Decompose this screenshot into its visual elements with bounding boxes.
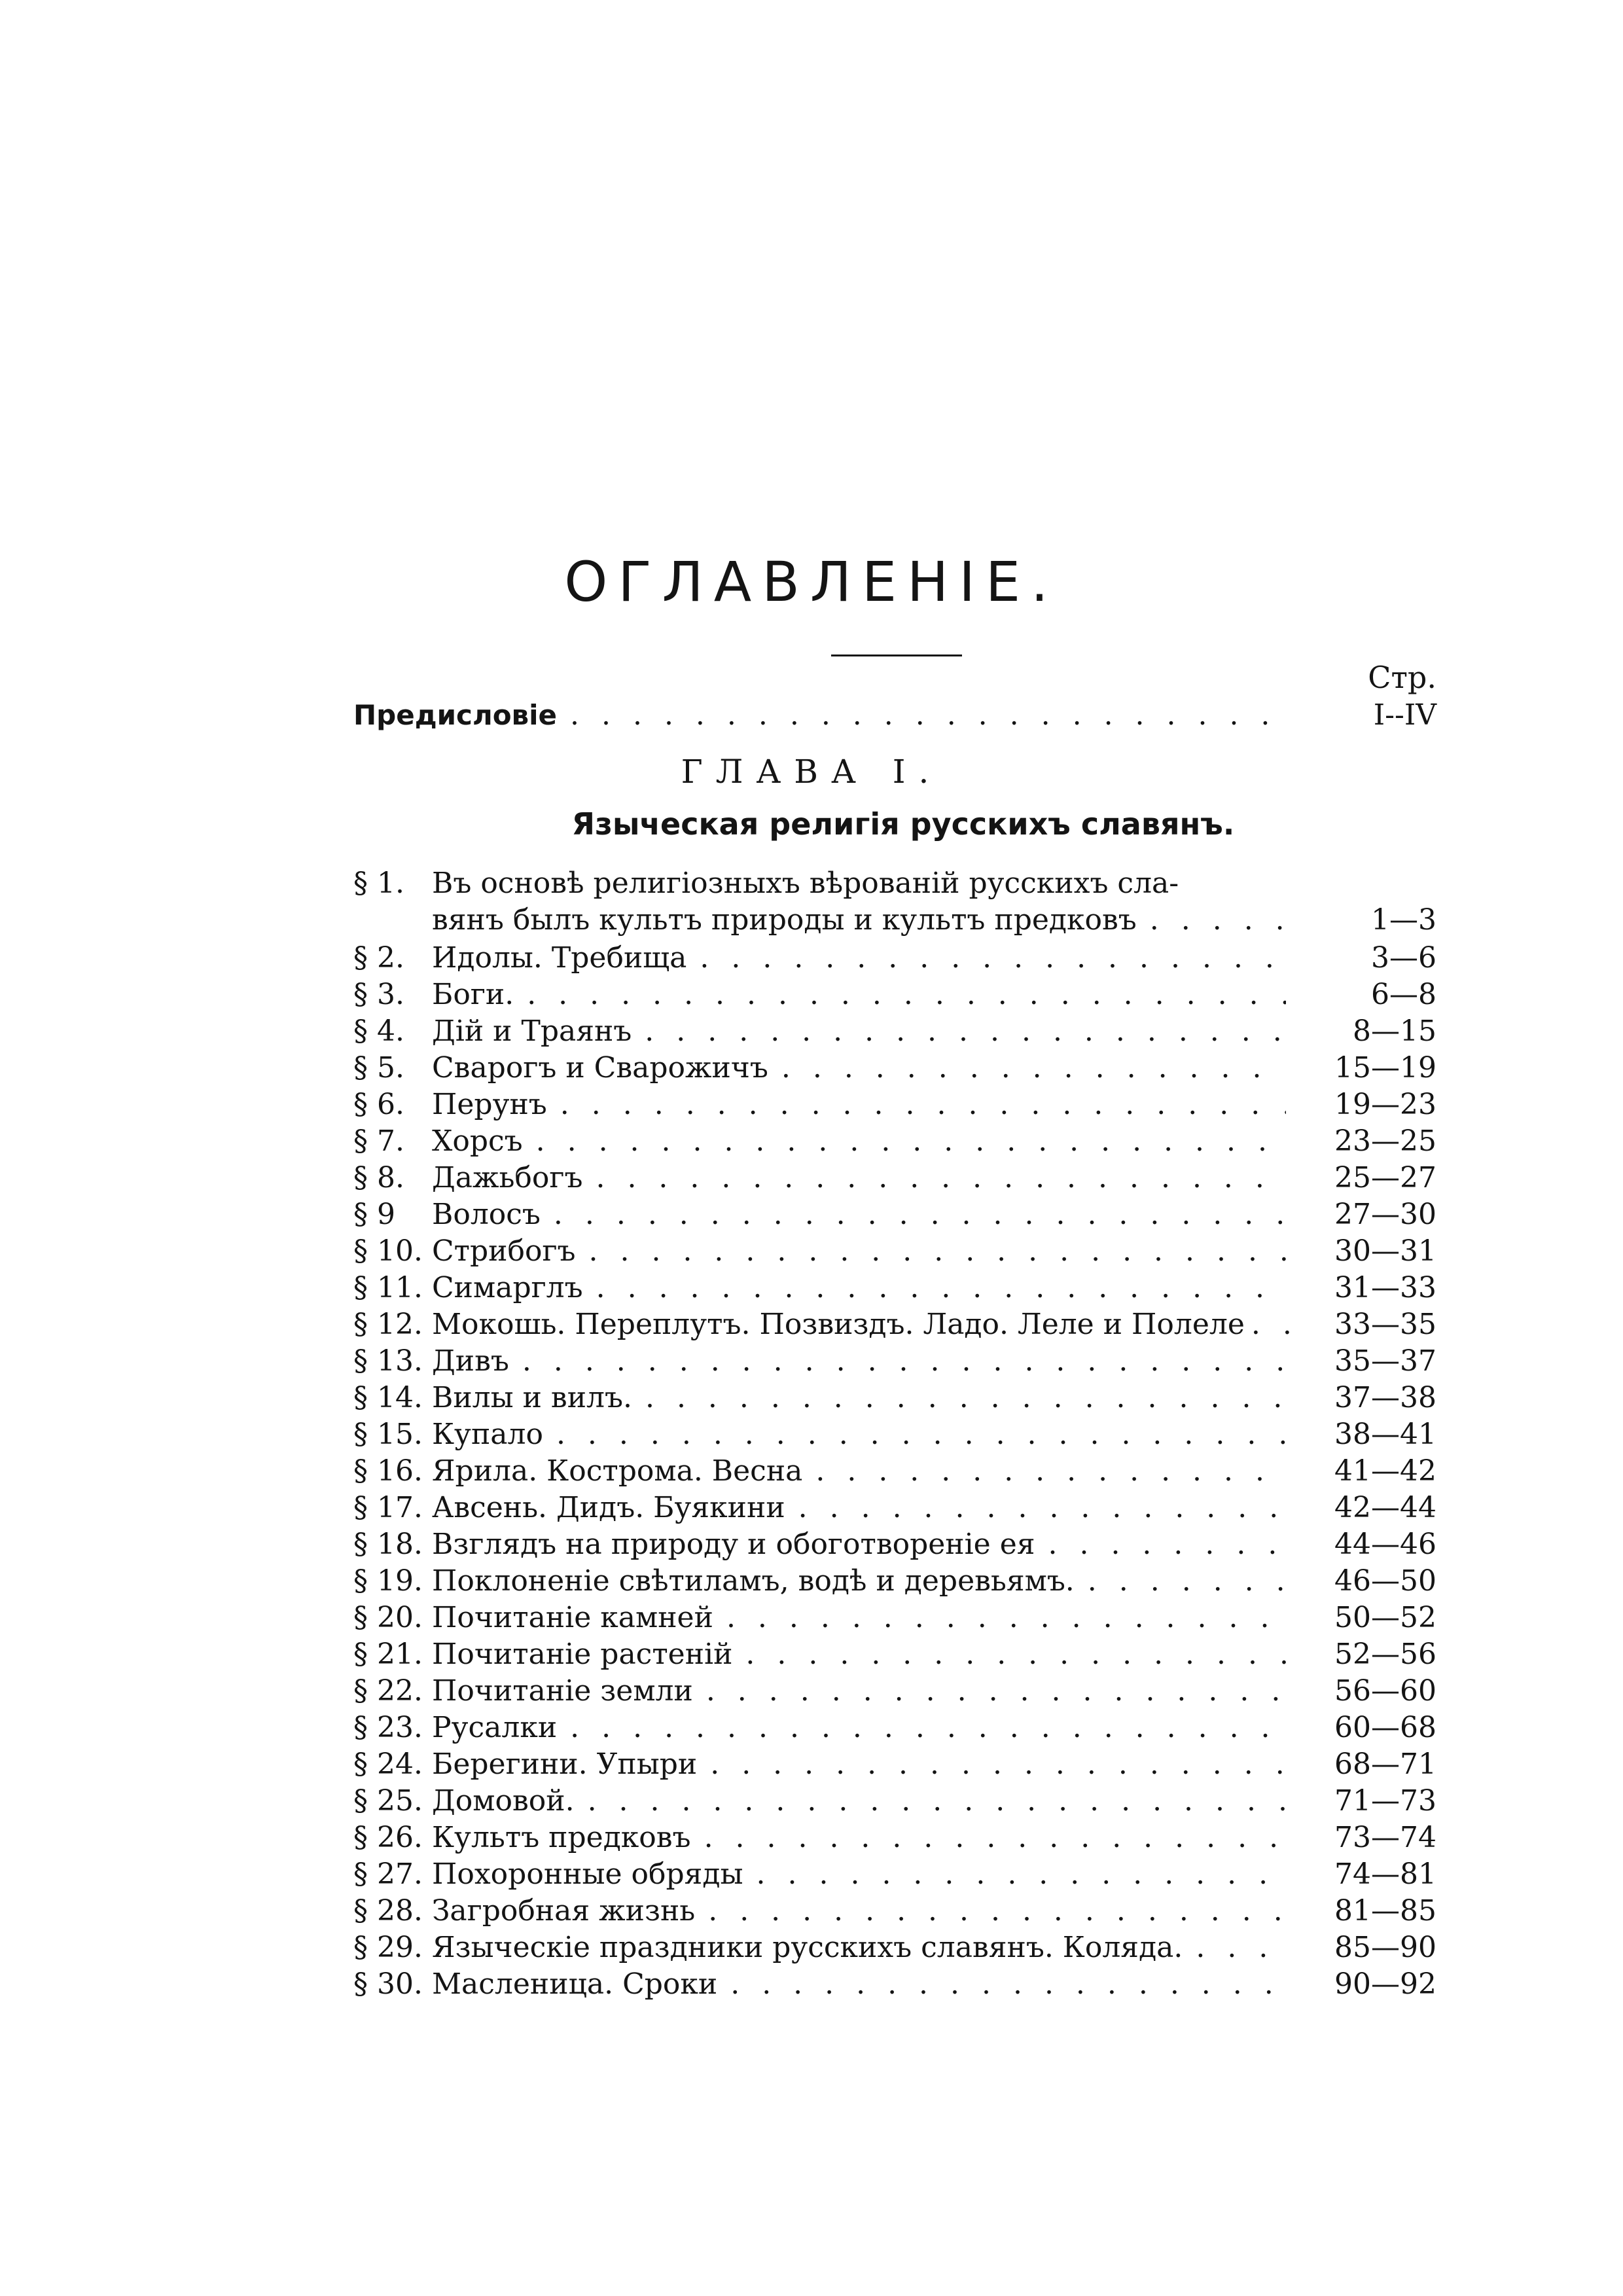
- dot-leader: [560, 1086, 1286, 1123]
- entry-title: Вилы и вилъ.: [432, 1381, 632, 1414]
- entry-pages: 50—52: [1334, 1601, 1436, 1634]
- entry-title: Похоронные обряды: [432, 1857, 743, 1891]
- toc-entry: [353, 1563, 1436, 1600]
- dot-leader: [527, 977, 1286, 1013]
- entry-title: Почитаніе камней: [432, 1601, 713, 1634]
- entry-title: Купало: [432, 1418, 543, 1451]
- dot-leader: [589, 1233, 1286, 1270]
- section-number: § 12.: [353, 1308, 423, 1341]
- table-of-contents: [0, 865, 1623, 2043]
- section-number: § 23.: [353, 1711, 423, 1744]
- entry-title: Сварогъ и Сварожичъ: [432, 1051, 768, 1085]
- dot-leader: [522, 1343, 1286, 1380]
- dot-leader: [708, 1893, 1286, 1929]
- dot-leader: [570, 1710, 1286, 1746]
- entry-pages: 23—25: [1334, 1124, 1436, 1158]
- section-number: § 13.: [353, 1344, 423, 1378]
- entry-pages: 60—68: [1334, 1711, 1436, 1744]
- entry-title-line1: Въ основѣ религіозныхъ вѣрованій русскихъ сла-: [432, 867, 1179, 900]
- section-number: § 27.: [353, 1857, 423, 1891]
- entry-pages: 44—46: [1334, 1528, 1436, 1561]
- toc-entry: [353, 1600, 1436, 1636]
- section-number: § 25.: [353, 1784, 423, 1818]
- entry-title: Загробная жизнь: [432, 1894, 696, 1928]
- toc-entry: [353, 1966, 1436, 2003]
- dot-leader: [588, 1783, 1286, 1820]
- dot-leader: [596, 1270, 1286, 1306]
- entry-title: Стрибогъ: [432, 1234, 576, 1268]
- toc-entry: [353, 1856, 1436, 1893]
- dot-leader: [536, 1123, 1286, 1160]
- dot-leader: [596, 1160, 1286, 1196]
- toc-entry: [353, 1710, 1436, 1746]
- entry-pages: 8—15: [1353, 1014, 1436, 1048]
- section-number: § 21.: [353, 1638, 423, 1671]
- entry-pages: 3—6: [1371, 941, 1436, 975]
- dot-leader: [710, 1746, 1286, 1783]
- entry-pages: 73—74: [1334, 1821, 1436, 1854]
- section-number: § 28.: [353, 1894, 423, 1928]
- section-number: § 11.: [353, 1271, 423, 1304]
- dot-leader: [757, 1856, 1286, 1893]
- dot-leader: [554, 1196, 1286, 1233]
- section-number: § 26.: [353, 1821, 423, 1854]
- section-number: § 2.: [353, 941, 404, 975]
- section-number: § 8.: [353, 1161, 404, 1194]
- toc-entry: [353, 1050, 1436, 1086]
- dot-leader: [645, 1380, 1286, 1416]
- dot-leader: [726, 1600, 1286, 1636]
- entry-title: Идолы. Требища: [432, 941, 687, 975]
- entry-title: Домовой.: [432, 1784, 575, 1818]
- section-number: § 24.: [353, 1748, 423, 1781]
- entry-pages: 85—90: [1334, 1931, 1436, 1964]
- chapter-heading: ГЛАВА I.: [681, 753, 942, 791]
- entry-pages: 52—56: [1334, 1638, 1436, 1671]
- entry-pages: 46—50: [1334, 1564, 1436, 1598]
- toc-entry: [353, 1490, 1436, 1526]
- entry-pages: 81—85: [1334, 1894, 1436, 1928]
- entry-title: Симарглъ: [432, 1271, 583, 1304]
- toc-entry: [353, 1929, 1436, 1966]
- entry-title: Хорсъ: [432, 1124, 523, 1158]
- dot-leader: [704, 1820, 1286, 1856]
- section-number: § 6.: [353, 1088, 404, 1121]
- entry-pages: 56—60: [1334, 1674, 1436, 1708]
- section-number: § 16.: [353, 1454, 423, 1488]
- section-number: § 3.: [353, 978, 404, 1011]
- toc-entry: [353, 1673, 1436, 1710]
- section-number: § 20.: [353, 1601, 423, 1634]
- entry-title: Ярила. Кострома. Весна: [432, 1454, 803, 1488]
- chapter-subtitle: Языческая религія русскихъ славянъ.: [571, 806, 1235, 842]
- dot-leader: [700, 940, 1286, 977]
- toc-entry: [353, 1270, 1436, 1306]
- toc-entry: [353, 1013, 1436, 1050]
- entry-title: Дій и Траянъ: [432, 1014, 632, 1048]
- entry-pages: 90—92: [1334, 1967, 1436, 2001]
- dot-leader: [556, 1416, 1286, 1453]
- preface-pages: I--IV: [1373, 698, 1436, 732]
- section-number: § 30.: [353, 1967, 423, 2001]
- entry-pages: 31—33: [1334, 1271, 1436, 1304]
- toc-entry: [353, 1196, 1436, 1233]
- entry-title: Боги.: [432, 978, 514, 1011]
- toc-entry: [353, 1343, 1436, 1380]
- dot-leader: [781, 1050, 1286, 1086]
- dot-leader: [1251, 1306, 1293, 1343]
- entry-pages: 71—73: [1334, 1784, 1436, 1818]
- entry-pages: 74—81: [1334, 1857, 1436, 1891]
- section-number: § 9: [353, 1198, 395, 1231]
- dot-leader: [570, 697, 1286, 734]
- entry-pages: 35—37: [1334, 1344, 1436, 1378]
- entry-pages: 1—3: [1371, 903, 1436, 937]
- entry-title: Авсень. Дидъ. Буякини: [432, 1491, 785, 1524]
- dot-leader: [798, 1490, 1286, 1526]
- dot-leader: [1150, 902, 1286, 939]
- entry-title: Дажьбогъ: [432, 1161, 583, 1194]
- section-number: § 15.: [353, 1418, 423, 1451]
- entry-title-line2: вянъ былъ культъ природы и культъ предковъ: [432, 903, 1137, 937]
- entry-pages: 41—42: [1334, 1454, 1436, 1488]
- section-number: § 4.: [353, 1014, 404, 1048]
- section-number: § 29.: [353, 1931, 423, 1964]
- toc-entry: [353, 1526, 1436, 1563]
- entry-title: Берегини. Упыри: [432, 1748, 698, 1781]
- dot-leader: [645, 1013, 1286, 1050]
- section-number: § 18.: [353, 1528, 423, 1561]
- toc-entry: [353, 1086, 1436, 1123]
- entry-pages: 38—41: [1334, 1418, 1436, 1451]
- toc-entry: [353, 1306, 1436, 1343]
- section-number: § 19.: [353, 1564, 423, 1598]
- page-column-header: Стр.: [1368, 660, 1436, 695]
- preface-label: Предисловіе: [353, 699, 558, 731]
- toc-entry: [353, 1160, 1436, 1196]
- entry-title: Масленица. Сроки: [432, 1967, 718, 2001]
- toc-entry: [353, 1636, 1436, 1673]
- toc-entry: [353, 1453, 1436, 1490]
- entry-pages: 68—71: [1334, 1748, 1436, 1781]
- dot-leader: [706, 1673, 1286, 1710]
- entry-pages: 6—8: [1371, 978, 1436, 1011]
- section-number: § 5.: [353, 1051, 404, 1085]
- dot-leader: [815, 1453, 1286, 1490]
- dot-leader: [730, 1966, 1286, 2003]
- toc-entry: [353, 977, 1436, 1013]
- entry-title: Русалки: [432, 1711, 558, 1744]
- dot-leader: [745, 1636, 1286, 1673]
- toc-entry: [353, 1123, 1436, 1160]
- entry-title: Культъ предковъ: [432, 1821, 691, 1854]
- section-number: § 17.: [353, 1491, 423, 1524]
- entry-title: Перунъ: [432, 1088, 547, 1121]
- entry-pages: 33—35: [1334, 1308, 1436, 1341]
- entry-pages: 30—31: [1334, 1234, 1436, 1268]
- entry-title: Языческіе праздники русскихъ славянъ. Коляда.: [432, 1931, 1183, 1964]
- section-number: § 14.: [353, 1381, 423, 1414]
- entry-pages: 42—44: [1334, 1491, 1436, 1524]
- dot-leader: [1196, 1929, 1286, 1966]
- entry-pages: 25—27: [1334, 1161, 1436, 1194]
- entry-title: Взглядъ на природу и обоготвореніе ея: [432, 1528, 1035, 1561]
- entry-title: Почитаніе земли: [432, 1674, 693, 1708]
- toc-entry: [353, 1783, 1436, 1820]
- entry-pages: 19—23: [1334, 1088, 1436, 1121]
- toc-entry-1-line-1: [353, 865, 1436, 902]
- dot-leader: [1088, 1563, 1286, 1600]
- entry-pages: 37—38: [1334, 1381, 1436, 1414]
- toc-entry: [353, 1820, 1436, 1856]
- entry-pages: 15—19: [1334, 1051, 1436, 1085]
- entry-title: Волосъ: [432, 1198, 541, 1231]
- section-number: § 1.: [353, 867, 404, 900]
- entry-title: Мокошь. Переплутъ. Позвиздъ. Ладо. Леле и Полеле: [432, 1308, 1245, 1341]
- section-number: § 10.: [353, 1234, 423, 1268]
- preface-entry: [353, 697, 1436, 734]
- title-rule: [831, 655, 962, 656]
- entry-title: Поклоненіе свѣтиламъ, водѣ и деревьямъ.: [432, 1564, 1075, 1598]
- entry-title: Почитаніе растеній: [432, 1638, 733, 1671]
- entry-pages: 27—30: [1334, 1198, 1436, 1231]
- toc-entry: [353, 1746, 1436, 1783]
- toc-entry: [353, 1416, 1436, 1453]
- toc-entry-1-line-2: [353, 902, 1436, 939]
- section-number: § 22.: [353, 1674, 423, 1708]
- entry-title: Дивъ: [432, 1344, 509, 1378]
- section-number: § 7.: [353, 1124, 404, 1158]
- toc-entry: [353, 1380, 1436, 1416]
- toc-entry: [353, 1233, 1436, 1270]
- toc-entry: [353, 1893, 1436, 1929]
- toc-entry: [353, 940, 1436, 977]
- page-title: ОГЛАВЛЕНІЕ.: [564, 550, 1059, 614]
- dot-leader: [1048, 1526, 1286, 1563]
